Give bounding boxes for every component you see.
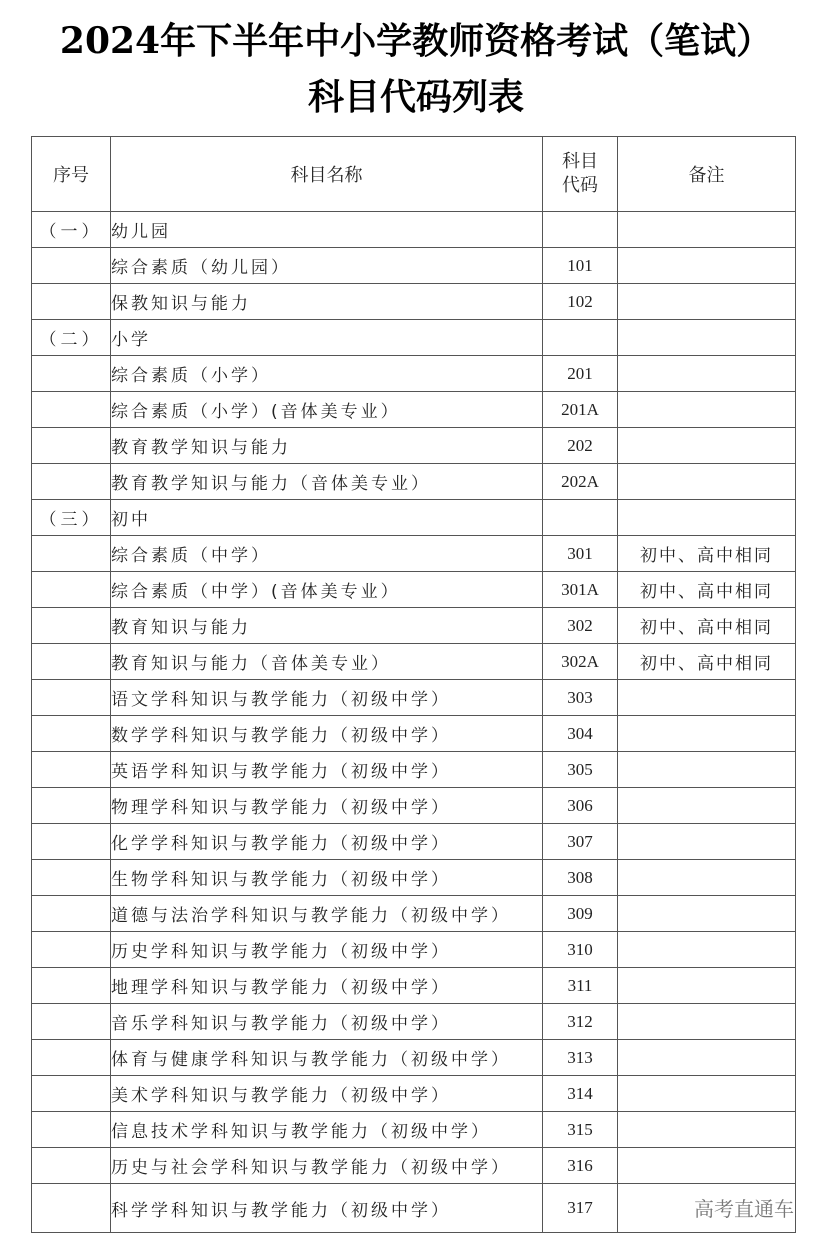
row-seq — [32, 1076, 111, 1112]
row-note — [618, 896, 796, 932]
row-seq — [32, 284, 111, 320]
table-row — [32, 392, 796, 428]
row-subject-name: 生物学科知识与教学能力（初级中学） — [111, 860, 543, 896]
row-subject-code: 201 — [543, 356, 618, 392]
row-subject-code: 306 — [543, 788, 618, 824]
row-seq — [32, 932, 111, 968]
row-seq — [32, 536, 111, 572]
row-note — [618, 284, 796, 320]
table-row — [32, 644, 796, 680]
row-note — [618, 1076, 796, 1112]
row-subject-name: 语文学科知识与教学能力（初级中学） — [111, 680, 543, 716]
row-note — [618, 464, 796, 500]
row-seq: （一） — [32, 212, 111, 248]
row-subject-code: 312 — [543, 1004, 618, 1040]
header-note: 备注 — [618, 137, 796, 212]
row-note: 初中、高中相同 — [618, 572, 796, 608]
row-seq — [32, 716, 111, 752]
row-seq — [32, 248, 111, 284]
row-subject-name: 教育知识与能力（音体美专业） — [111, 644, 543, 680]
row-subject-code: 314 — [543, 1076, 618, 1112]
row-subject-name: 历史学科知识与教学能力（初级中学） — [111, 932, 543, 968]
table-row — [32, 572, 796, 608]
row-subject-name: 幼儿园 — [111, 212, 543, 248]
row-note — [618, 356, 796, 392]
row-note — [618, 752, 796, 788]
row-note — [618, 680, 796, 716]
row-subject-code: 101 — [543, 248, 618, 284]
table-row — [32, 212, 796, 248]
row-subject-code: 302A — [543, 644, 618, 680]
row-subject-code: 307 — [543, 824, 618, 860]
row-subject-name: 综合素质（中学）(音体美专业） — [111, 572, 543, 608]
row-subject-code: 304 — [543, 716, 618, 752]
table-row — [32, 500, 796, 536]
row-subject-code — [543, 320, 618, 356]
row-subject-name: 化学学科知识与教学能力（初级中学） — [111, 824, 543, 860]
table-row — [32, 1112, 796, 1148]
row-subject-code: 316 — [543, 1148, 618, 1184]
row-seq — [32, 860, 111, 896]
table-row — [32, 1184, 796, 1233]
row-subject-name: 综合素质（中学） — [111, 536, 543, 572]
row-note — [618, 932, 796, 968]
row-seq: （三） — [32, 500, 111, 536]
row-subject-name: 英语学科知识与教学能力（初级中学） — [111, 752, 543, 788]
table-row — [32, 932, 796, 968]
row-seq — [32, 1004, 111, 1040]
row-seq — [32, 788, 111, 824]
header-name: 科目名称 — [111, 137, 543, 212]
row-subject-name: 数学学科知识与教学能力（初级中学） — [111, 716, 543, 752]
header-code-line-2: 代码 — [562, 175, 598, 196]
row-seq — [32, 680, 111, 716]
table-row — [32, 536, 796, 572]
row-seq — [32, 752, 111, 788]
row-subject-code: 303 — [543, 680, 618, 716]
row-subject-code: 308 — [543, 860, 618, 896]
table-row — [32, 860, 796, 896]
row-note — [618, 212, 796, 248]
row-note — [618, 428, 796, 464]
table-row — [32, 428, 796, 464]
row-seq: （二） — [32, 320, 111, 356]
table-row — [32, 320, 796, 356]
row-note — [618, 1148, 796, 1184]
table-row — [32, 752, 796, 788]
row-subject-code — [543, 212, 618, 248]
row-note — [618, 1112, 796, 1148]
row-note — [618, 788, 796, 824]
row-subject-name: 保教知识与能力 — [111, 284, 543, 320]
table-row — [32, 968, 796, 1004]
row-subject-code: 317 — [543, 1184, 618, 1233]
row-note — [618, 968, 796, 1004]
document-title-line-1: 2024年下半年中小学教师资格考试（笔试） — [59, 20, 773, 62]
row-seq — [32, 896, 111, 932]
row-subject-code: 301 — [543, 536, 618, 572]
row-note — [618, 824, 796, 860]
table-row — [32, 284, 796, 320]
table-row — [32, 464, 796, 500]
row-subject-name: 物理学科知识与教学能力（初级中学） — [111, 788, 543, 824]
row-note: 初中、高中相同 — [618, 536, 796, 572]
row-subject-name: 地理学科知识与教学能力（初级中学） — [111, 968, 543, 1004]
row-note: 初中、高中相同 — [618, 608, 796, 644]
row-subject-code: 202 — [543, 428, 618, 464]
row-subject-name: 初中 — [111, 500, 543, 536]
row-subject-code: 102 — [543, 284, 618, 320]
table-row — [32, 1148, 796, 1184]
row-subject-name: 综合素质（幼儿园） — [111, 248, 543, 284]
table-row — [32, 1040, 796, 1076]
row-seq — [32, 1148, 111, 1184]
row-note — [618, 1004, 796, 1040]
table-row — [32, 896, 796, 932]
row-note — [618, 500, 796, 536]
row-note — [618, 392, 796, 428]
row-subject-code: 302 — [543, 608, 618, 644]
row-subject-name: 道德与法治学科知识与教学能力（初级中学） — [111, 896, 543, 932]
row-subject-code: 311 — [543, 968, 618, 1004]
row-subject-name: 教育教学知识与能力 — [111, 428, 543, 464]
row-seq — [32, 824, 111, 860]
table-row — [32, 1076, 796, 1112]
row-seq — [32, 428, 111, 464]
row-note — [618, 1040, 796, 1076]
table-row — [32, 824, 796, 860]
document-title-line-2: 科目代码列表 — [307, 76, 524, 118]
row-seq — [32, 392, 111, 428]
row-subject-name: 综合素质（小学） — [111, 356, 543, 392]
row-subject-code: 310 — [543, 932, 618, 968]
table-row — [32, 248, 796, 284]
row-subject-code: 313 — [543, 1040, 618, 1076]
row-seq — [32, 356, 111, 392]
header-code-line-1: 科目 — [562, 151, 598, 172]
table-row — [32, 788, 796, 824]
row-subject-name: 音乐学科知识与教学能力（初级中学） — [111, 1004, 543, 1040]
row-subject-code: 315 — [543, 1112, 618, 1148]
row-subject-code: 301A — [543, 572, 618, 608]
row-seq — [32, 1040, 111, 1076]
row-note — [618, 716, 796, 752]
table-row — [32, 1004, 796, 1040]
row-subject-name: 小学 — [111, 320, 543, 356]
row-note: 初中、高中相同 — [618, 644, 796, 680]
row-seq — [32, 968, 111, 1004]
row-subject-code: 309 — [543, 896, 618, 932]
row-seq — [32, 1184, 111, 1233]
header-code — [543, 137, 618, 212]
table-header-row — [32, 137, 796, 212]
row-note — [618, 320, 796, 356]
row-note — [618, 860, 796, 896]
row-subject-name: 美术学科知识与教学能力（初级中学） — [111, 1076, 543, 1112]
header-seq: 序号 — [32, 137, 111, 212]
table-row — [32, 608, 796, 644]
row-seq — [32, 464, 111, 500]
row-subject-code — [543, 500, 618, 536]
row-subject-code: 202A — [543, 464, 618, 500]
row-seq — [32, 1112, 111, 1148]
row-subject-name: 信息技术学科知识与教学能力（初级中学） — [111, 1112, 543, 1148]
subject-code-table — [31, 136, 796, 1233]
row-subject-name: 科学学科知识与教学能力（初级中学） — [111, 1184, 543, 1233]
row-seq — [32, 644, 111, 680]
row-subject-name: 历史与社会学科知识与教学能力（初级中学） — [111, 1148, 543, 1184]
row-subject-name: 体育与健康学科知识与教学能力（初级中学） — [111, 1040, 543, 1076]
row-seq — [32, 608, 111, 644]
row-subject-code: 305 — [543, 752, 618, 788]
watermark: 高考直通车 — [694, 1197, 794, 1221]
row-subject-name: 教育教学知识与能力（音体美专业） — [111, 464, 543, 500]
row-note — [618, 248, 796, 284]
row-subject-name: 综合素质（小学）(音体美专业） — [111, 392, 543, 428]
row-subject-code: 201A — [543, 392, 618, 428]
row-seq — [32, 572, 111, 608]
table-row — [32, 716, 796, 752]
table-row — [32, 680, 796, 716]
row-subject-name: 教育知识与能力 — [111, 608, 543, 644]
table-row — [32, 356, 796, 392]
